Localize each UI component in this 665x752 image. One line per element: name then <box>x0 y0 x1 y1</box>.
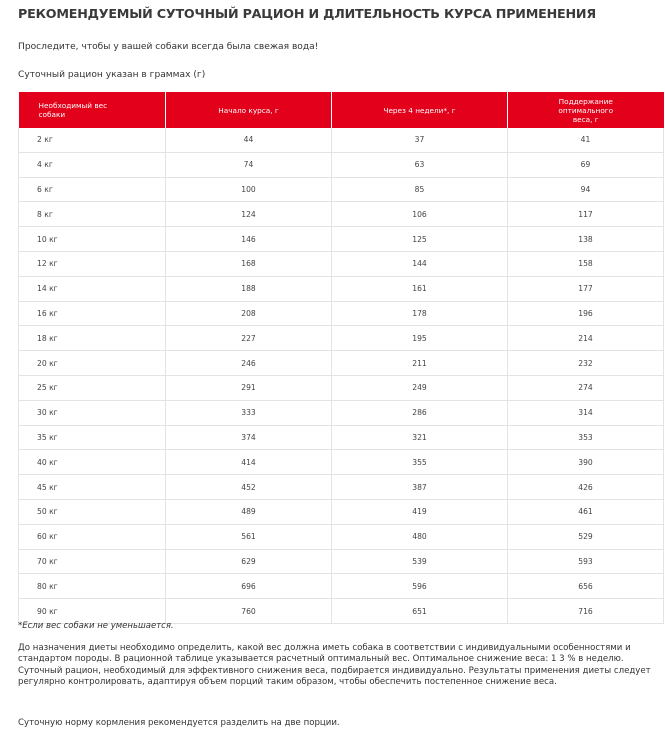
table-header-row <box>19 92 664 128</box>
cell-4-weeks: 286 <box>332 400 508 425</box>
cell-start: 374 <box>166 425 332 450</box>
cell-4-weeks: 63 <box>332 152 508 177</box>
cell-weight: 90 кг <box>19 599 166 624</box>
cell-4-weeks: 419 <box>332 499 508 524</box>
cell-maintenance: 69 <box>508 152 664 177</box>
cell-maintenance: 138 <box>508 227 664 252</box>
cell-weight: 45 кг <box>19 475 166 500</box>
cell-4-weeks: 125 <box>332 227 508 252</box>
header-course-start <box>166 92 332 128</box>
cell-maintenance: 656 <box>508 574 664 599</box>
cell-weight: 70 кг <box>19 549 166 574</box>
cell-weight: 25 кг <box>19 375 166 400</box>
table-body <box>19 128 664 623</box>
cell-4-weeks: 651 <box>332 599 508 624</box>
header-dog-weight-label: Необходимый вес собаки <box>38 101 108 119</box>
table-row <box>19 326 664 351</box>
cell-4-weeks: 106 <box>332 202 508 227</box>
cell-maintenance: 41 <box>508 128 664 152</box>
cell-start: 74 <box>166 152 332 177</box>
cell-start: 696 <box>166 574 332 599</box>
cell-4-weeks: 321 <box>332 425 508 450</box>
feeding-table <box>18 92 664 624</box>
cell-weight: 50 кг <box>19 499 166 524</box>
cell-4-weeks: 144 <box>332 251 508 276</box>
table-row <box>19 152 664 177</box>
cell-maintenance: 461 <box>508 499 664 524</box>
cell-weight: 40 кг <box>19 450 166 475</box>
diet-paragraph: До назначения диеты необходимо определить, какой вес должна иметь собака в соответствии с индивидуальными особенностями и стандартом породы. В рационной таблице указывается расчетный оптимальный вес. Оптимальное снижение веса: 1 3 % в неделю. Суточный рацион, необходимый для эффективного снижения веса, подбирается индивидуально. Результаты применения диеты следует регулярно контролировать, адаптируя объем порций таким образом, чтобы обеспечить постепенное снижение веса. <box>18 643 651 687</box>
table-row <box>19 425 664 450</box>
table-row <box>19 177 664 202</box>
table-row <box>19 599 664 624</box>
cell-weight: 14 кг <box>19 276 166 301</box>
cell-weight: 4 кг <box>19 152 166 177</box>
cell-weight: 20 кг <box>19 351 166 376</box>
table-row <box>19 375 664 400</box>
cell-weight: 60 кг <box>19 524 166 549</box>
cell-4-weeks: 85 <box>332 177 508 202</box>
cell-maintenance: 716 <box>508 599 664 624</box>
cell-weight: 2 кг <box>19 128 166 152</box>
cell-4-weeks: 161 <box>332 276 508 301</box>
cell-start: 208 <box>166 301 332 326</box>
cell-weight: 80 кг <box>19 574 166 599</box>
table-row <box>19 251 664 276</box>
cell-4-weeks: 178 <box>332 301 508 326</box>
cell-start: 168 <box>166 251 332 276</box>
cell-weight: 16 кг <box>19 301 166 326</box>
cell-maintenance: 177 <box>508 276 664 301</box>
table-row <box>19 276 664 301</box>
cell-4-weeks: 480 <box>332 524 508 549</box>
portions-note: Суточную норму кормления рекомендуется разделить на две порции. <box>18 718 340 728</box>
header-maintenance-label: Поддержание оптимального веса, г <box>558 96 614 124</box>
footnote: *Если вес собаки не уменьшается. <box>18 621 174 631</box>
cell-4-weeks: 195 <box>332 326 508 351</box>
table-row <box>19 475 664 500</box>
cell-start: 44 <box>166 128 332 152</box>
table-row <box>19 574 664 599</box>
cell-4-weeks: 355 <box>332 450 508 475</box>
cell-start: 414 <box>166 450 332 475</box>
table-row <box>19 351 664 376</box>
page-title: РЕКОМЕНДУЕМЫЙ СУТОЧНЫЙ РАЦИОН И ДЛИТЕЛЬНОСТЬ КУРСА ПРИМЕНЕНИЯ <box>18 6 596 21</box>
cell-maintenance: 94 <box>508 177 664 202</box>
table-row <box>19 301 664 326</box>
cell-4-weeks: 539 <box>332 549 508 574</box>
cell-weight: 10 кг <box>19 227 166 252</box>
cell-weight: 6 кг <box>19 177 166 202</box>
cell-weight: 12 кг <box>19 251 166 276</box>
header-maintenance <box>508 92 664 128</box>
cell-maintenance: 214 <box>508 326 664 351</box>
cell-4-weeks: 37 <box>332 128 508 152</box>
grams-note: Суточный рацион указан в граммах (г) <box>18 70 206 80</box>
cell-maintenance: 390 <box>508 450 664 475</box>
cell-maintenance: 117 <box>508 202 664 227</box>
cell-4-weeks: 596 <box>332 574 508 599</box>
cell-maintenance: 314 <box>508 400 664 425</box>
cell-start: 124 <box>166 202 332 227</box>
table-row <box>19 202 664 227</box>
cell-maintenance: 426 <box>508 475 664 500</box>
cell-start: 100 <box>166 177 332 202</box>
cell-start: 291 <box>166 375 332 400</box>
cell-start: 246 <box>166 351 332 376</box>
cell-maintenance: 274 <box>508 375 664 400</box>
cell-maintenance: 353 <box>508 425 664 450</box>
header-course-start-label: Начало курса, г <box>218 105 279 115</box>
cell-maintenance: 196 <box>508 301 664 326</box>
header-after-4-weeks-label: Через 4 недели*, г <box>383 105 456 115</box>
cell-maintenance: 158 <box>508 251 664 276</box>
cell-weight: 18 кг <box>19 326 166 351</box>
cell-start: 227 <box>166 326 332 351</box>
cell-4-weeks: 249 <box>332 375 508 400</box>
cell-maintenance: 529 <box>508 524 664 549</box>
cell-4-weeks: 387 <box>332 475 508 500</box>
cell-start: 629 <box>166 549 332 574</box>
cell-start: 561 <box>166 524 332 549</box>
table-row <box>19 549 664 574</box>
table-row <box>19 499 664 524</box>
cell-start: 489 <box>166 499 332 524</box>
table-row <box>19 128 664 152</box>
water-note: Проследите, чтобы у вашей собаки всегда была свежая вода! <box>18 42 319 52</box>
header-dog-weight <box>19 92 166 128</box>
table-row <box>19 227 664 252</box>
cell-weight: 30 кг <box>19 400 166 425</box>
table-row <box>19 400 664 425</box>
cell-weight: 35 кг <box>19 425 166 450</box>
cell-start: 146 <box>166 227 332 252</box>
cell-start: 333 <box>166 400 332 425</box>
cell-4-weeks: 211 <box>332 351 508 376</box>
cell-weight: 8 кг <box>19 202 166 227</box>
cell-start: 452 <box>166 475 332 500</box>
cell-maintenance: 593 <box>508 549 664 574</box>
cell-maintenance: 232 <box>508 351 664 376</box>
cell-start: 188 <box>166 276 332 301</box>
table-row <box>19 450 664 475</box>
cell-start: 760 <box>166 599 332 624</box>
table-row <box>19 524 664 549</box>
header-after-4-weeks <box>332 92 508 128</box>
